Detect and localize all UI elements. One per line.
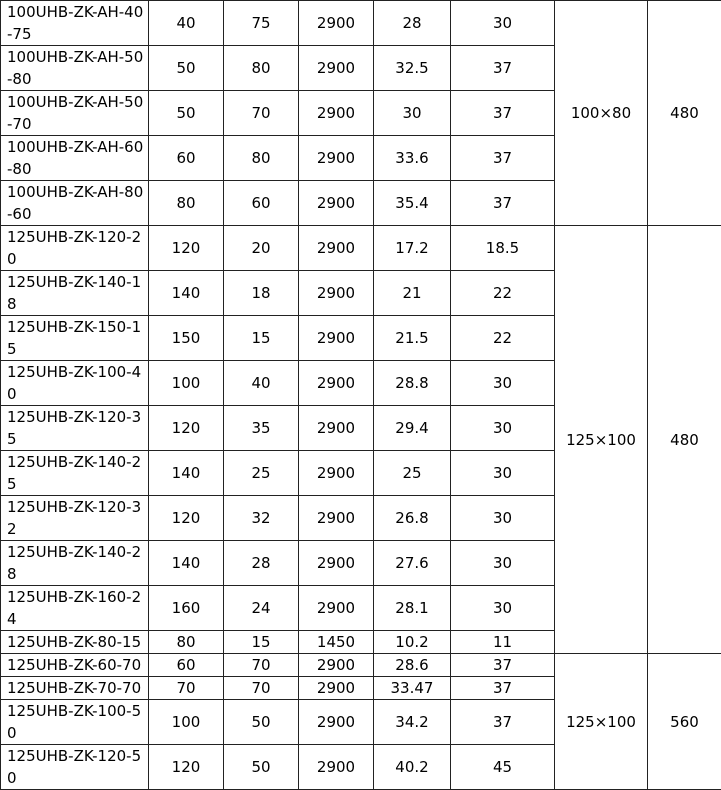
head-cell: 75 (224, 1, 299, 46)
motor-power-cell: 37 (451, 181, 555, 226)
speed-cell: 2900 (299, 271, 374, 316)
flow-cell: 120 (149, 226, 224, 271)
speed-cell: 2900 (299, 700, 374, 745)
shaft-power-cell: 33.47 (374, 677, 451, 700)
shaft-power-cell: 28 (374, 1, 451, 46)
shaft-power-cell: 10.2 (374, 631, 451, 654)
flow-cell: 140 (149, 541, 224, 586)
head-cell: 24 (224, 586, 299, 631)
flow-cell: 80 (149, 181, 224, 226)
model-cell: 125UHB-ZK-160-24 (1, 586, 149, 631)
motor-power-cell: 11 (451, 631, 555, 654)
speed-cell: 2900 (299, 181, 374, 226)
motor-power-cell: 18.5 (451, 226, 555, 271)
shaft-power-cell: 30 (374, 91, 451, 136)
head-cell: 18 (224, 271, 299, 316)
shaft-power-cell: 28.8 (374, 361, 451, 406)
head-cell: 20 (224, 226, 299, 271)
flow-cell: 100 (149, 361, 224, 406)
speed-cell: 2900 (299, 226, 374, 271)
motor-power-cell: 37 (451, 136, 555, 181)
head-cell: 28 (224, 541, 299, 586)
motor-power-cell: 45 (451, 745, 555, 790)
flow-cell: 120 (149, 496, 224, 541)
motor-power-cell: 37 (451, 46, 555, 91)
head-cell: 50 (224, 700, 299, 745)
speed-cell: 2900 (299, 541, 374, 586)
speed-cell: 2900 (299, 1, 374, 46)
table-row (1, 226, 721, 271)
shaft-power-cell: 21 (374, 271, 451, 316)
head-cell: 70 (224, 91, 299, 136)
diameter-cell: 125×100 (555, 654, 648, 790)
flow-cell: 40 (149, 1, 224, 46)
flow-cell: 120 (149, 745, 224, 790)
speed-cell: 2900 (299, 316, 374, 361)
head-cell: 32 (224, 496, 299, 541)
model-cell: 125UHB-ZK-140-25 (1, 451, 149, 496)
diameter-cell: 100×80 (555, 1, 648, 226)
head-cell: 70 (224, 677, 299, 700)
speed-cell: 2900 (299, 136, 374, 181)
motor-power-cell: 30 (451, 451, 555, 496)
flow-cell: 140 (149, 271, 224, 316)
flow-cell: 60 (149, 136, 224, 181)
speed-cell: 2900 (299, 406, 374, 451)
shaft-power-cell: 28.1 (374, 586, 451, 631)
flow-cell: 80 (149, 631, 224, 654)
flow-cell: 160 (149, 586, 224, 631)
model-cell: 125UHB-ZK-120-50 (1, 745, 149, 790)
model-cell: 125UHB-ZK-120-32 (1, 496, 149, 541)
diameter-cell: 125×100 (555, 226, 648, 654)
shaft-power-cell: 35.4 (374, 181, 451, 226)
motor-power-cell: 37 (451, 700, 555, 745)
model-cell: 100UHB-ZK-AH-40-75 (1, 1, 149, 46)
model-cell: 125UHB-ZK-80-15 (1, 631, 149, 654)
speed-cell: 2900 (299, 654, 374, 677)
speed-cell: 2900 (299, 451, 374, 496)
flow-cell: 150 (149, 316, 224, 361)
model-cell: 100UHB-ZK-AH-80-60 (1, 181, 149, 226)
shaft-power-cell: 29.4 (374, 406, 451, 451)
shaft-power-cell: 33.6 (374, 136, 451, 181)
shaft-power-cell: 17.2 (374, 226, 451, 271)
speed-cell: 2900 (299, 46, 374, 91)
flow-cell: 70 (149, 677, 224, 700)
flow-cell: 120 (149, 406, 224, 451)
shaft-power-cell: 21.5 (374, 316, 451, 361)
motor-power-cell: 30 (451, 361, 555, 406)
flow-cell: 50 (149, 46, 224, 91)
head-cell: 15 (224, 316, 299, 361)
speed-cell: 2900 (299, 745, 374, 790)
head-cell: 80 (224, 46, 299, 91)
model-cell: 100UHB-ZK-AH-50-80 (1, 46, 149, 91)
flow-cell: 60 (149, 654, 224, 677)
shaft-power-cell: 32.5 (374, 46, 451, 91)
model-cell: 125UHB-ZK-100-50 (1, 700, 149, 745)
motor-power-cell: 30 (451, 541, 555, 586)
model-cell: 125UHB-ZK-140-28 (1, 541, 149, 586)
model-cell: 125UHB-ZK-70-70 (1, 677, 149, 700)
head-cell: 60 (224, 181, 299, 226)
shaft-power-cell: 27.6 (374, 541, 451, 586)
motor-power-cell: 37 (451, 677, 555, 700)
model-cell: 125UHB-ZK-120-20 (1, 226, 149, 271)
head-cell: 50 (224, 745, 299, 790)
motor-power-cell: 30 (451, 586, 555, 631)
weight-cell: 560 (648, 654, 721, 790)
model-cell: 125UHB-ZK-140-18 (1, 271, 149, 316)
flow-cell: 140 (149, 451, 224, 496)
weight-cell: 480 (648, 226, 721, 654)
speed-cell: 2900 (299, 586, 374, 631)
speed-cell: 2900 (299, 91, 374, 136)
motor-power-cell: 30 (451, 496, 555, 541)
motor-power-cell: 37 (451, 91, 555, 136)
speed-cell: 1450 (299, 631, 374, 654)
head-cell: 70 (224, 654, 299, 677)
model-cell: 125UHB-ZK-120-35 (1, 406, 149, 451)
motor-power-cell: 37 (451, 654, 555, 677)
head-cell: 80 (224, 136, 299, 181)
flow-cell: 50 (149, 91, 224, 136)
shaft-power-cell: 28.6 (374, 654, 451, 677)
motor-power-cell: 30 (451, 1, 555, 46)
model-cell: 125UHB-ZK-100-40 (1, 361, 149, 406)
head-cell: 35 (224, 406, 299, 451)
flow-cell: 100 (149, 700, 224, 745)
table-row (1, 1, 721, 46)
model-cell: 125UHB-ZK-150-15 (1, 316, 149, 361)
weight-cell: 480 (648, 1, 721, 226)
speed-cell: 2900 (299, 677, 374, 700)
shaft-power-cell: 34.2 (374, 700, 451, 745)
shaft-power-cell: 40.2 (374, 745, 451, 790)
motor-power-cell: 22 (451, 271, 555, 316)
speed-cell: 2900 (299, 496, 374, 541)
head-cell: 25 (224, 451, 299, 496)
speed-cell: 2900 (299, 361, 374, 406)
head-cell: 15 (224, 631, 299, 654)
table-row (1, 654, 721, 677)
motor-power-cell: 22 (451, 316, 555, 361)
model-cell: 125UHB-ZK-60-70 (1, 654, 149, 677)
shaft-power-cell: 25 (374, 451, 451, 496)
shaft-power-cell: 26.8 (374, 496, 451, 541)
head-cell: 40 (224, 361, 299, 406)
motor-power-cell: 30 (451, 406, 555, 451)
model-cell: 100UHB-ZK-AH-50-70 (1, 91, 149, 136)
model-cell: 100UHB-ZK-AH-60-80 (1, 136, 149, 181)
